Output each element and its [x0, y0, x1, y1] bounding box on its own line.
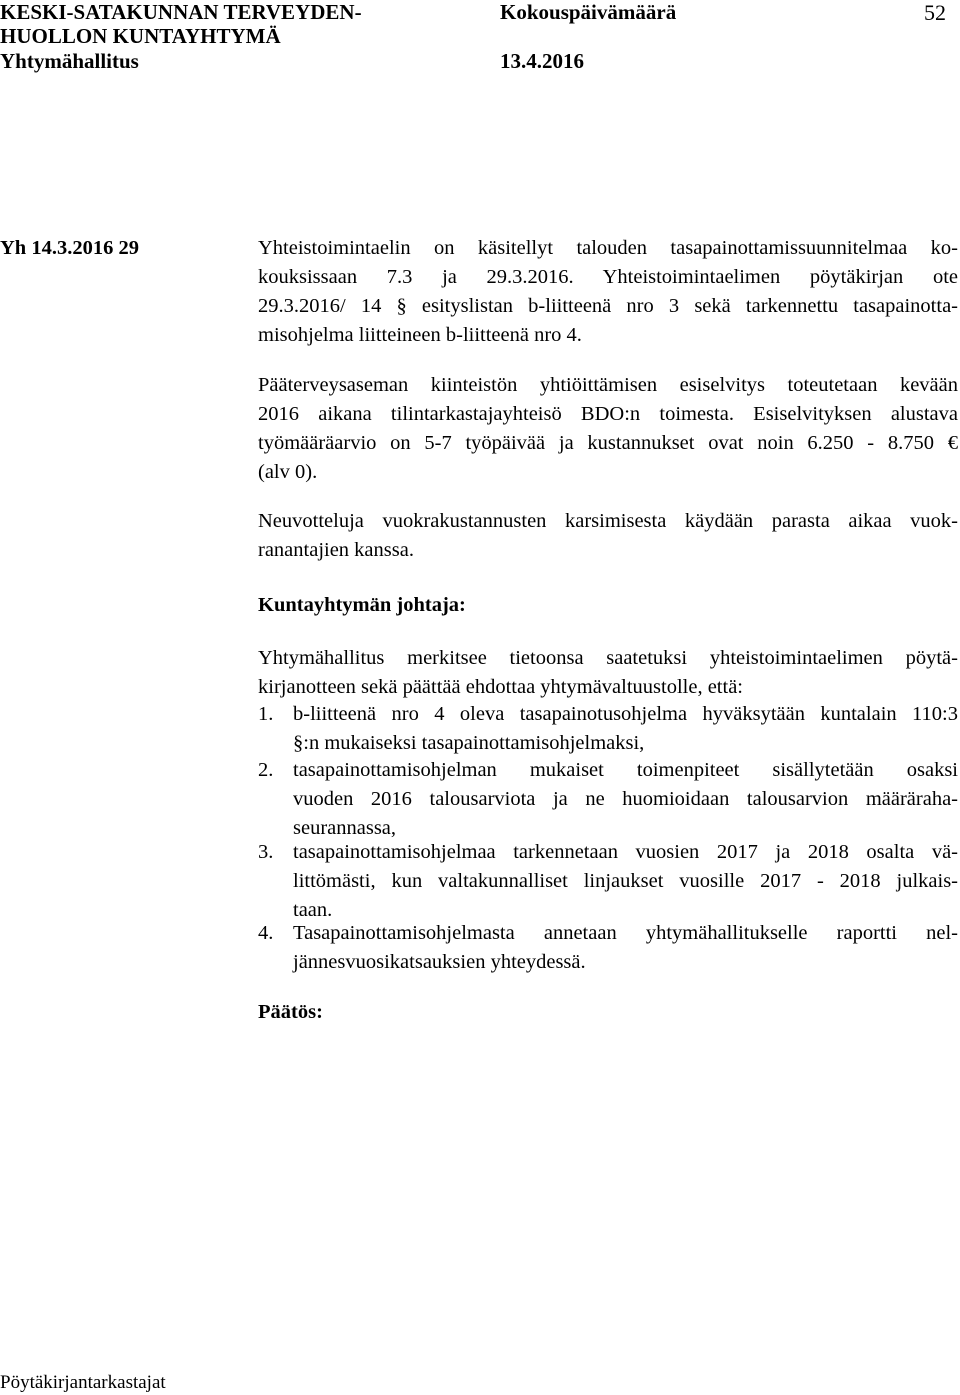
decision-heading: Päätös: [258, 1001, 323, 1023]
list-number: 2. [258, 759, 274, 781]
paragraph-line: työmääräarvio on 5-7 työpäivää ja kustannukset ovat noin 6.250 - 8.750 € [258, 432, 958, 454]
paragraph-line: Yhteistoimintaelin on käsitellyt talouden tasapainottamissuunnitelmaa ko- [258, 237, 958, 259]
paragraph-line: 2016 aikana tilintarkastajayhteisö BDO:n toimesta. Esiselvityksen alustava [258, 403, 958, 425]
paragraph-2 [258, 371, 958, 487]
meeting-date-value: 13.4.2016 [500, 49, 584, 73]
paragraph-4 [258, 644, 958, 702]
paragraph-line: ranantajien kanssa. [258, 539, 414, 561]
list-line: seurannassa, [293, 817, 397, 839]
paragraph-line: misohjelma liitteineen b-liitteenä nro 4. [258, 324, 582, 346]
list-number: 4. [258, 922, 274, 944]
list-line: tasapainottamisohjelmaa tarkennetaan vuosien 2017 ja 2018 osalta vä- [293, 841, 958, 863]
agenda-reference: Yh 14.3.2016 29 [0, 237, 139, 259]
footer-label: Pöytäkirjantarkastajat [0, 1372, 166, 1393]
list-line: b-liitteenä nro 4 oleva tasapainotusohjelma hyväksytään kuntalain 110:3 [293, 703, 958, 725]
list-line: §:n mukaiseksi tasapainottamisohjelmaksi, [293, 732, 645, 754]
paragraph-line: kouksissaan 7.3 ja 29.3.2016. Yhteistoimintaelimen pöytäkirjan ote [258, 266, 958, 288]
paragraph-line: 29.3.2016/ 14 § esityslistan b-liitteenä nro 3 sekä tarkennettu tasapainotta- [258, 295, 958, 317]
list-line: Tasapainottamisohjelmasta annetaan yhtymähallitukselle raportti nel- [293, 922, 958, 944]
paragraph-line: kirjanotteen sekä päättää ehdottaa yhtymävaltuustolle, että: [258, 676, 743, 698]
org-name-line2: HUOLLON KUNTAYHTYMÄ [0, 24, 281, 48]
paragraph-3 [258, 507, 958, 565]
director-heading: Kuntayhtymän johtaja: [258, 594, 466, 616]
list-line: taan. [293, 899, 333, 921]
paragraph-1 [258, 234, 958, 350]
org-name-line1: KESKI-SATAKUNNAN TERVEYDEN- [0, 0, 362, 24]
paragraph-line: Yhtymähallitus merkitsee tietoonsa saatetuksi yhteistoimintaelimen pöytä- [258, 647, 958, 669]
page-number: 52 [924, 0, 946, 25]
body-name: Yhtymähallitus [0, 49, 139, 73]
meeting-date-label: Kokouspäivämäärä [500, 0, 677, 24]
paragraph-line: Neuvotteluja vuokrakustannusten karsimisesta käydään parasta aikaa vuok- [258, 510, 958, 532]
list-line: tasapainottamisohjelman mukaiset toimenpiteet sisällytetään osaksi [293, 759, 958, 781]
list-number: 1. [258, 703, 274, 725]
list-line: jännesvuosikatsauksien yhteydessä. [293, 951, 586, 973]
list-number: 3. [258, 841, 274, 863]
paragraph-line: Pääterveysaseman kiinteistön yhtiöittämisen esiselvitys toteutetaan kevään [258, 374, 958, 396]
list-line: vuoden 2016 talousarviota ja ne huomioidaan talousarvion määräraha- [293, 788, 958, 810]
paragraph-line: (alv 0). [258, 461, 318, 483]
list-line: littömästi, kun valtakunnalliset linjaukset vuosille 2017 - 2018 julkais- [293, 870, 958, 892]
